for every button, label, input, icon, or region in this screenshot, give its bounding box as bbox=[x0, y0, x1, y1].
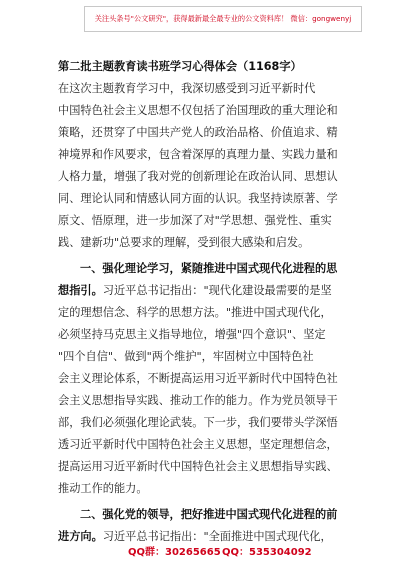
qq-group-link: QQ群：30265665 bbox=[128, 547, 221, 558]
section-heading-2: 二、强化党的领导，把好推进中国式现代化进程的前 bbox=[80, 508, 338, 521]
paragraph-line: 践、建新功"总要求的理解，受到很大感染和启发。 bbox=[58, 236, 310, 249]
paragraph-line: 提高运用习近平新时代中国特色社会主义思想指导实践、 bbox=[58, 460, 338, 473]
section-heading-1: 一、强化理论学习，紧随推进中国式现代化进程的思 bbox=[80, 262, 338, 275]
paragraph-line: 会主义思想指导实践、推动工作的能力。作为党员领导干 bbox=[58, 394, 338, 407]
paragraph-line: 推动工作的能力。 bbox=[58, 482, 148, 495]
paragraph-line: 原文、悟原理，进一步加深了对"学思想、强党性、重实 bbox=[58, 214, 332, 227]
promo-banner bbox=[84, 6, 362, 32]
paragraph-line: 策略，还贯穿了中国共产党人的政治品格、价值追求、精 bbox=[58, 126, 338, 139]
qq-contact-link: QQ：535304092 bbox=[222, 547, 312, 558]
paragraph-line: 定的理想信念、科学的思想方法。"推进中国式现代化， bbox=[58, 306, 332, 319]
document-title: 第二批主题教育读书班学习心得体会（1168字） bbox=[58, 60, 302, 73]
paragraph-line: 神境界和作风要求，包含着深厚的真理力量、实践力量和 bbox=[58, 148, 338, 161]
section-heading-1-continued bbox=[58, 280, 353, 302]
paragraph-line: 中国特色社会主义思想不仅包括了治国理政的重大理论和 bbox=[58, 104, 338, 117]
section-heading-2-rest: 习近平总书记指出："全面推进中国式现代化， bbox=[102, 530, 332, 543]
paragraph-line: 同、理论认同和情感认同方面的认识。我坚持读原著、学 bbox=[58, 192, 338, 205]
paragraph-line: 人格力量，增强了我对党的创新理论在政治认同、思想认 bbox=[58, 170, 338, 183]
footer-contacts bbox=[0, 543, 408, 559]
paragraph-line: 必须坚持马克思主义指导地位，增强"四个意识"、坚定 bbox=[58, 328, 326, 341]
paragraph-line: 会主义理论体系，不断提高运用习近平新时代中国特色社 bbox=[58, 372, 338, 385]
paragraph-line: 在这次主题教育学习中，我深切感受到习近平新时代 bbox=[58, 82, 316, 95]
section-heading-1-bold: 想指引。 bbox=[58, 284, 103, 297]
document-body bbox=[58, 78, 353, 548]
paragraph-line: "四个自信"、做到"两个维护"，牢固树立中国特色社 bbox=[58, 350, 314, 363]
paragraph-line: 部，我们必须强化理论武装。下一步，我们要带头学深悟 bbox=[58, 416, 338, 429]
section-heading-1-rest: 习近平总书记指出："现代化建设最需要的是坚 bbox=[102, 284, 332, 297]
promo-text: 关注头条号"公文研究"，获得最新最全最专业的公文资料库！ 微信：gongwenyj bbox=[94, 14, 352, 23]
section-heading-2-bold: 进方向。 bbox=[58, 530, 103, 543]
paragraph-line: 透习近平新时代中国特色社会主义思想，坚定理想信念， bbox=[58, 438, 338, 451]
